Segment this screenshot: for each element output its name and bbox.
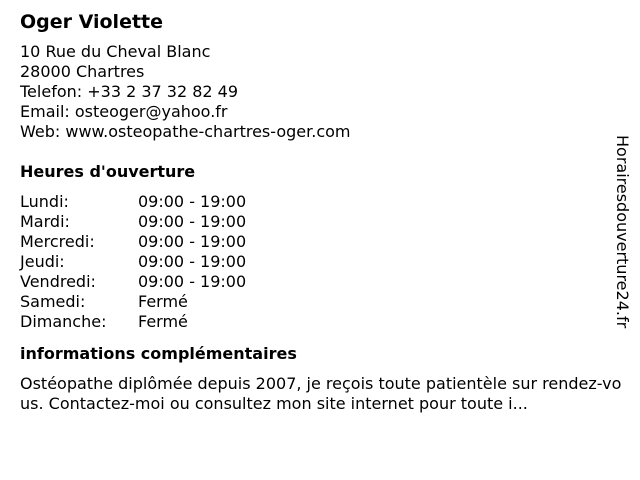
day-time: 09:00 - 19:00	[138, 272, 247, 291]
day-time: 09:00 - 19:00	[138, 212, 247, 231]
hours-row-sunday	[20, 312, 615, 332]
day-label: Dimanche:	[20, 312, 107, 331]
day-label: Samedi:	[20, 292, 86, 311]
contact-block	[20, 42, 615, 142]
day-label: Jeudi:	[20, 252, 65, 271]
day-time: Fermé	[138, 292, 188, 311]
business-card	[20, 10, 622, 414]
web-line: Web: www.osteopathe-chartres-oger.com	[20, 122, 351, 141]
hours-row-monday	[20, 192, 615, 212]
info-description: Ostéopathe diplômée depuis 2007, je reçois toute patientèle sur rendez-vous. Contactez-moi ou consultez mon site internet pour toute i...	[20, 374, 622, 413]
day-label: Mardi:	[20, 212, 70, 231]
day-time: 09:00 - 19:00	[138, 252, 247, 271]
hours-row-tuesday	[20, 212, 615, 232]
day-label: Lundi:	[20, 192, 69, 211]
hours-heading: Heures d'ouverture	[20, 162, 196, 181]
watermark-label: Horairesdouverture24.fr	[613, 135, 632, 329]
day-time: 09:00 - 19:00	[138, 232, 247, 251]
day-time: 09:00 - 19:00	[138, 192, 247, 211]
hours-row-saturday	[20, 292, 615, 312]
info-heading: informations complémentaires	[20, 344, 297, 363]
day-label: Vendredi:	[20, 272, 96, 291]
business-name: Oger Violette	[20, 11, 164, 33]
address-city: 28000 Chartres	[20, 62, 145, 81]
hours-row-wednesday	[20, 232, 615, 252]
email-line: Email: osteoger@yahoo.fr	[20, 102, 228, 121]
hours-row-thursday	[20, 252, 615, 272]
day-label: Mercredi:	[20, 232, 95, 251]
hours-table	[20, 192, 615, 332]
address-street: 10 Rue du Cheval Blanc	[20, 42, 211, 61]
day-time: Fermé	[138, 312, 188, 331]
phone-line: Telefon: +33 2 37 32 82 49	[20, 82, 239, 101]
hours-row-friday	[20, 272, 615, 292]
